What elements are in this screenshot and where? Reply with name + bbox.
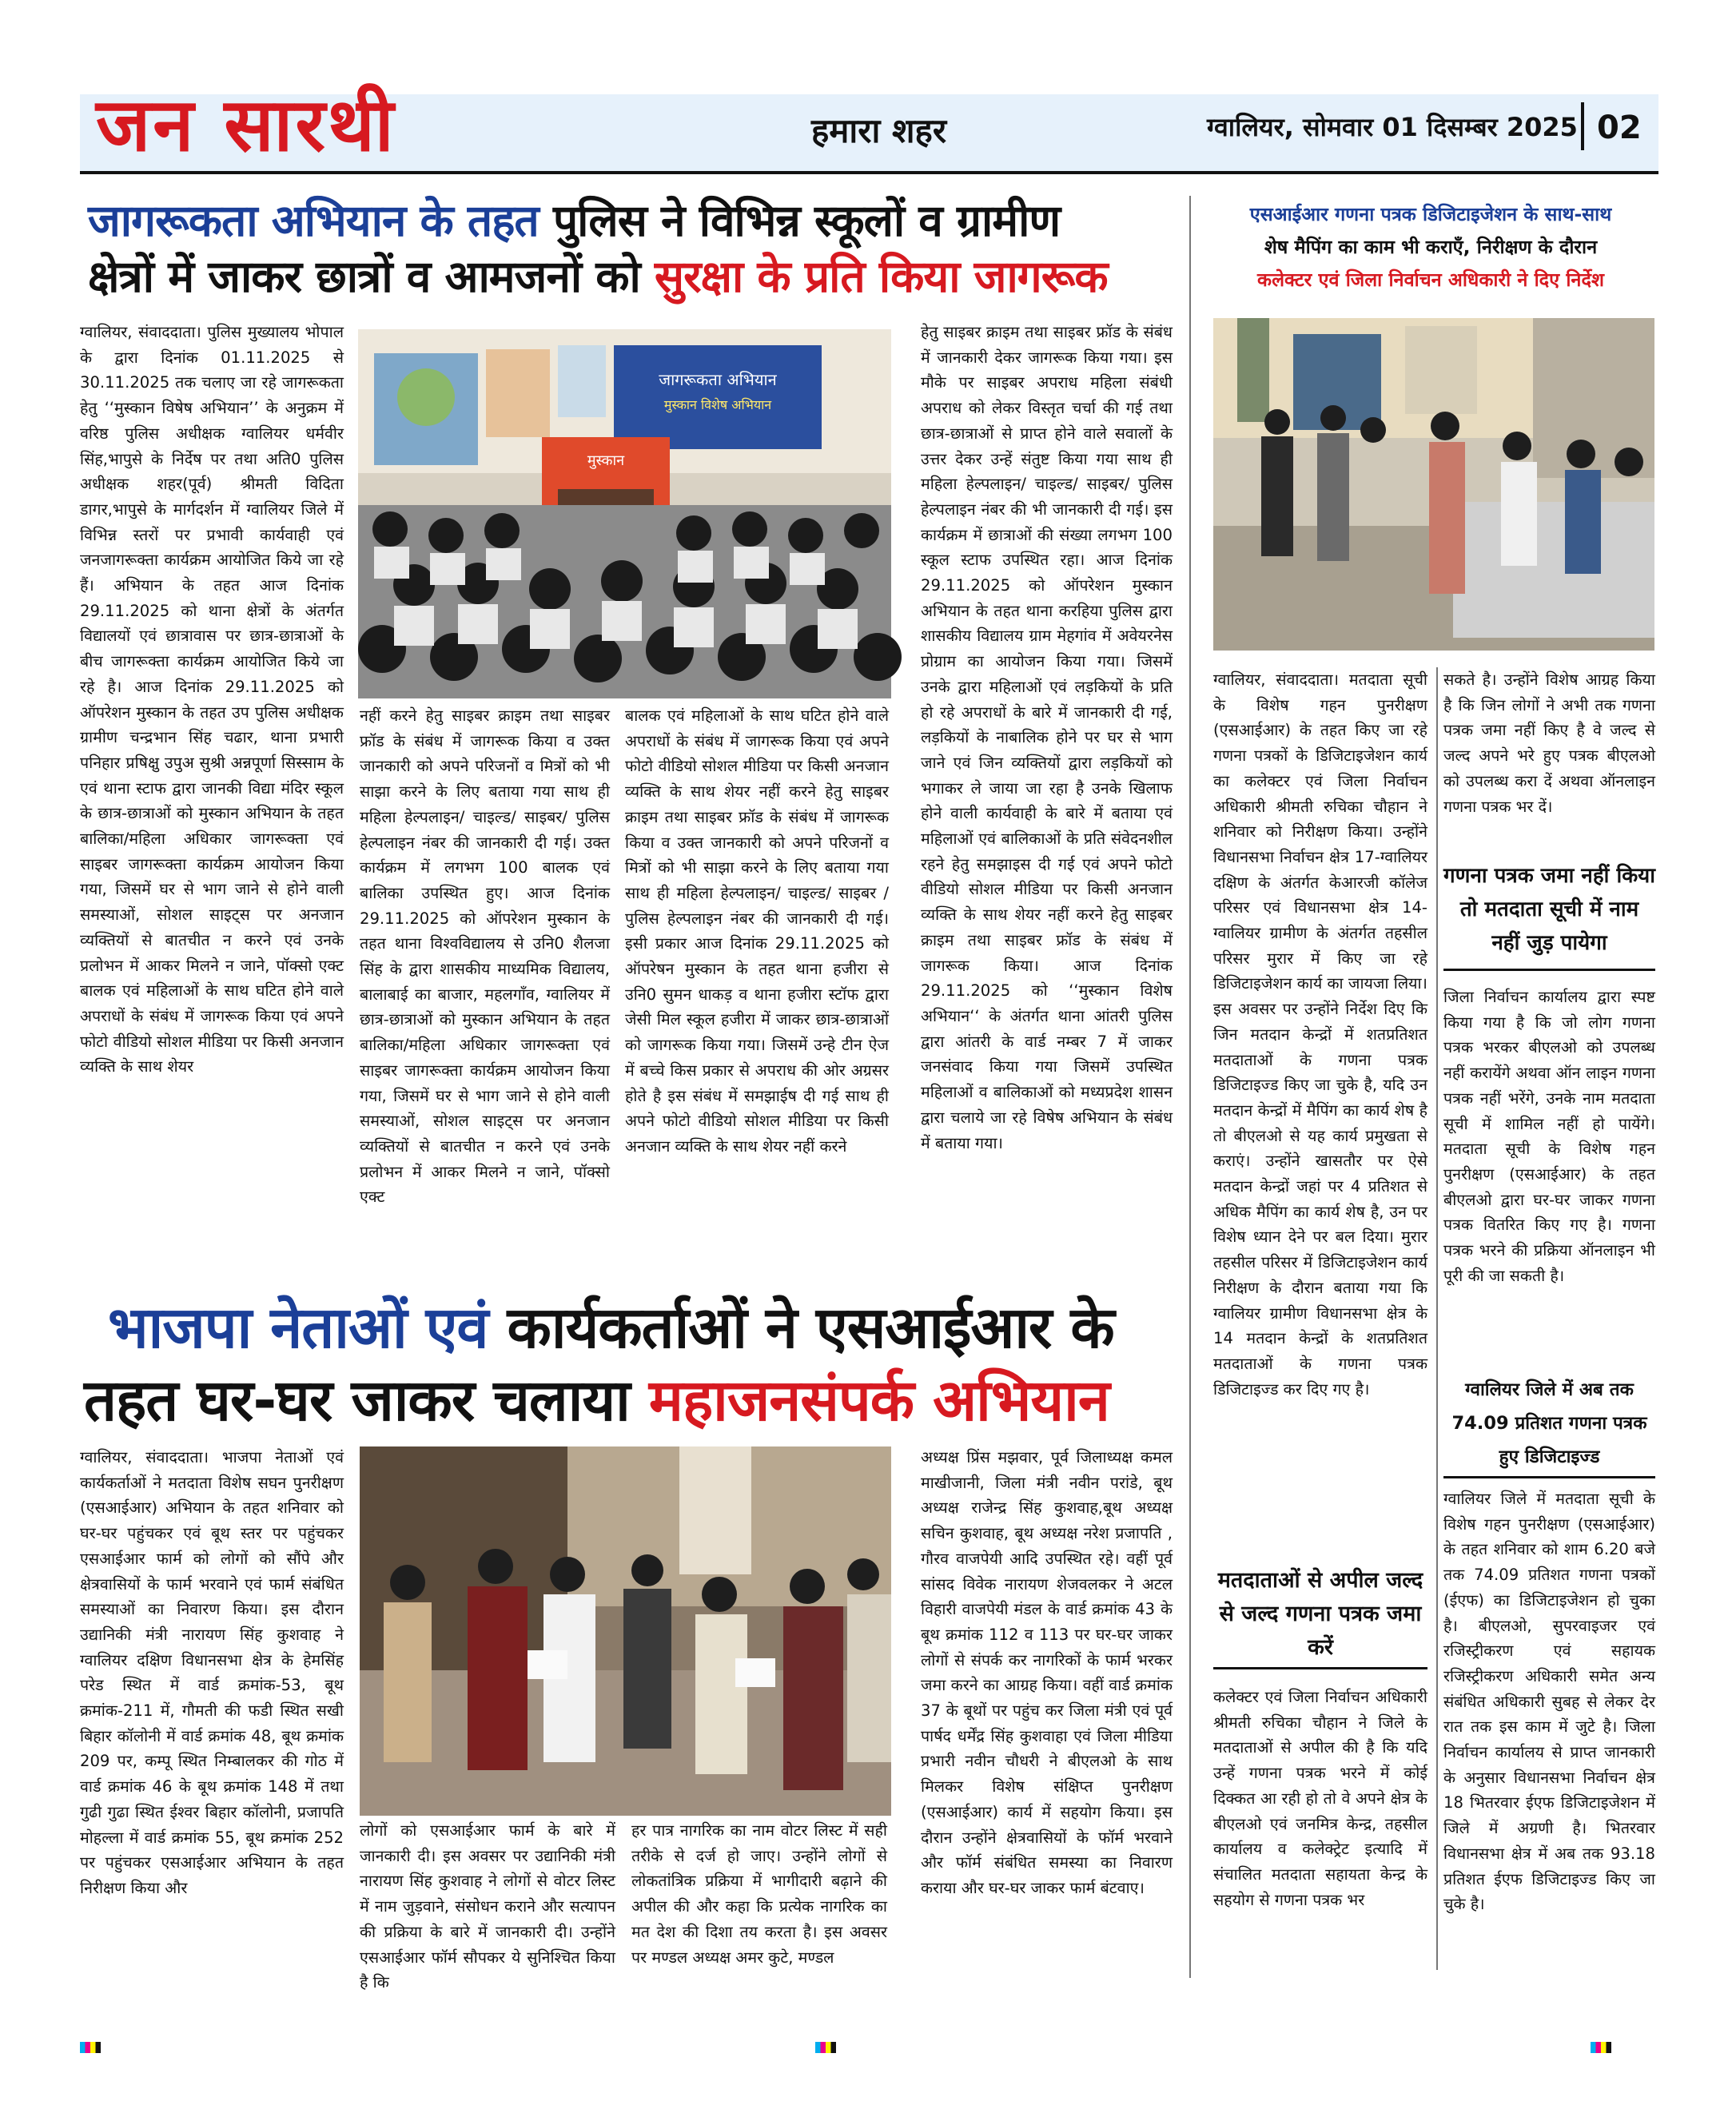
header-divider	[1581, 102, 1584, 150]
article3-column: ग्वालियर जिले में मतदाता सूची के विशेष गहन पुनरीक्षण (एसआईआर) के तहत शनिवार को शाम 6.20 बजे तक 74.09 प्रतिशत गणना पत्रकों (ईएफ) का डिजिटाइजेशन हो चुका है। बीएलओ, सुपरवाइजर एवं रजिस्ट्रीकरण एवं सहायक रजिस्ट्रीकरण अधिकारी समेत अन्य संबंधित अधिकारी सुबह से लेकर देर रात तक इस काम में जुटे है। जिला निर्वाचन कार्यालय से प्राप्त जानकारी के अनुसार विधानसभा निर्वाचन क्षेत्र 18 भितरवार ईएफ डिजिटाइजेशन में जिले में अग्रणी है। भितरवार विधानसभा क्षेत्र में अब तक 93.18 प्रतिशत ईएफ डिजिटाइज्ड किए जा चुके है।	[1443, 1490, 1655, 1914]
article2-headline-part: भाजपा नेताओं एवं	[108, 1294, 488, 1361]
sidebar-divider	[1189, 196, 1191, 1978]
article3-subheading-stats: ग्वालियर जिले में अब तक 74.09 प्रतिशत गणना पत्रक हुए डिजिटाइज्ड	[1443, 1373, 1655, 1478]
article3-photo	[1213, 318, 1654, 651]
article3-column: कलेक्टर एवं जिला निर्वाचन अधिकारी श्रीमती रुचिका चौहान ने जिले के मतदाताओं से अपील की है कि यदि उन्हें गणना पत्रक भरने में कोई दिक्कत आ रही हो तो वे अपने क्षेत्र के बीएलओ एवं जनमित्र केन्द्र, तहसील कार्यालय व कलेक्ट्रेट इत्यादि में संचालित मतदाता सहायता केन्द्र के सहयोग से गणना पत्रक भर	[1213, 1688, 1427, 1909]
article1-headline	[88, 196, 1108, 303]
article3-column: जिला निर्वाचन कार्यालय द्वारा स्पष्ट किया गया है कि जो लोग गणना पत्रक भरकर बीएलओ को उपलब्ध नहीं करायेंगे अथवा ऑन लाइन गणना पत्रक नहीं भरेंगे, उनके नाम मतदाता सूची में शामिल नहीं हो पायेंगे। मतदाता सूची के विशेष गहन पुनरीक्षण (एसआईआर) के तहत बीएलओ द्वारा घर-घर जाकर गणना पत्रक वितरित किए गए है। गणना पत्रक भरने की प्रक्रिया ऑनलाइन भी पूरी की जा सकती है।	[1443, 988, 1655, 1285]
article1-headline-part: जागरूकता अभियान के तहत	[88, 195, 539, 246]
registration-mark	[1591, 2042, 1611, 2053]
article1-column: नहीं करने हेतु साइबर क्राइम तथा साइबर फ्रॉड के संबंध में जागरूक किया व उक्त जानकारी को अपने परिजनों व मित्रों को भी साझा करने के लिए बताया गया साथ ही महिला हेल्पलाइन/ चाइल्ड/ साइबर/ पुलिस हेल्पलाइन नंबर की जानकारी दी गई। उक्त कार्यक्रम में लगभग 100 बालक एवं बालिका उपस्थित हुए। आज दिनांक 29.11.2025 को ऑपरेशन मुस्कान के तहत थाना विश्वविद्यालय से उनि0 शैलजा सिंह के द्वारा शासकीय माध्यमिक विद्यालय, बालाबाई का बाजार, महलगॉंव, ग्वालियर में छात्र-छात्राओं को मुस्कान अभियान के तहत बालिका/महिला अधिकार जागरूक्ता एवं साइबर जागरूक्ता कार्यक्रम आयोजन किया गया, जिसमें घर से भाग जाने से होने वाली समस्याओं, सोशल साइट्स पर अनजान व्यक्तियों से बातचीत न करने एवं उनके प्रलोभन में आकर मिलने न जाने, पॉक्सो एक्ट	[360, 706, 610, 1207]
article2-photo	[360, 1446, 891, 1816]
article2-column: लोगों को एसआईआर फार्म के बारे में जानकारी दी। इस अवसर पर उद्यानिकी मंत्री नारायण सिंह कुशवाह ने लोगों से वोटर लिस्ट में नाम जुड़वाने, संसोधन कराने और सत्यापन की प्रक्रिया के बारे में जानकारी दी। उन्होंने एसआईआर फॉर्म सौपकर ये सुनिश्चित किया है कि	[360, 1821, 615, 1992]
campaign-photo	[360, 1446, 891, 1816]
article2-column: ग्वालियर, संवाददाता। भाजपा नेताओं एवं कार्यकर्ताओं ने मतदाता विशेष सघन पुनरीक्षण (एसआईआर) अभियान के तहत शनिवार को घर-घर पहुंचकर एवं बूथ स्तर पर पहुंचकर एसआईआर फार्म को लोगों को सौंपे और क्षेत्रवासियों के फार्म भरवाने एवं फार्म संबंधित समस्याओं का निवारण किया। इस दौरान उद्यानिकी मंत्री नारायण सिंह कुशवाह ने ग्वालियर दक्षिण विधानसभा क्षेत्र के हेमसिंह परेड स्थित में वार्ड क्रमांक-53, बूथ क्रमांक-211 में, गौमती की फडी स्थित सखी बिहार कॉलोनी में वार्ड क्रमांक 48, बूथ क्रमांक 209 पर, कम्पू स्थित निम्बालकर की गोठ में वार्ड क्रमांक 46 के बूथ क्रमांक 148 में तथा गुढी गुढा स्थित ईश्वर बिहार कॉलोनी, प्रजापति मोहल्ला में वार्ड क्रमांक 55, बूथ क्रमांक 252 पर पहुंचकर एसआईआर अभियान के तहत निरीक्षण किया और	[80, 1448, 344, 1897]
article1-photo	[358, 329, 891, 698]
banner-text: जागरूकता अभियान	[659, 370, 777, 389]
article2-headline-part: महाजनसंपर्क अभियान	[648, 1366, 1109, 1434]
article1-column: बालक एवं महिलाओं के साथ घटित होने वाले अपराधों के संबंध में जागरूक किया एवं अपने फोटो वीडियो सोशल मीडिया पर किसी अनजान व्यक्ति के साथ शेयर नहीं करने हेतु साइबर क्राइम तथा साइबर फ्रॉड के संबंध में जागरूक किया व उक्त जानकारी को अपने परिजनों व मित्रों को भी साझा करने के लिए बताया गया साथ ही महिला हेल्पलाइन/ चाइल्ड/ साइबर /पुलिस हेल्पलाइन नंबर की जानकारी दी गई। इसी प्रकार आज दिनांक 29.11.2025 को ऑपरेषन मुस्कान के तहत थाना हजीरा से उनि0 सुमन धाकड़ व थाना हजीरा स्टॉफ द्वारा जेसी मिल स्कूल हजीरा में जाकर छात्र-छात्राओं को जागरूक किया गया। जिसमें उन्हे टीन ऐज में बच्चे किस प्रकार से अपराध की ओर अग्रसर होते है इस संबंध में समझाईष दी गई साथ ही अपने फोटो वीडियो सोशल मीडिया पर किसी अनजान व्यक्ति के साथ शेयर नहीं करने	[625, 706, 889, 1156]
article3-headline-line: एसआईआर गणना पत्रक डिजिटाइजेशन के साथ-साथ	[1249, 203, 1612, 225]
article2-column: अध्यक्ष प्रिंस मझवार, पूर्व जिलाध्यक्ष कमल माखीजानी, जिला मंत्री नवीन परांडे, बूथ अध्यक्ष राजेन्द्र सिंह कुशवाह,बूथ अध्यक्ष सचिन कुशवाह, बूथ अध्यक्ष नरेश प्रजापति , गौरव वाजपेयी आदि उपस्थित रहे। वहीं पूर्व सांसद विवेक नारायण शेजवलकर ने अटल विहारी वाजपेयी मंडल के वार्ड क्रमांक 43 के बूथ क्रमांक 112 व 113 पर घर-घर जाकर लोगों से संपर्क कर नागरिकों के फार्म भरकर जमा करने का आग्रह किया। वहीं वार्ड क्रमांक 37 के बूथों पर पहुंच कर जिला मंत्री एवं पूर्व पार्षद धर्मेंद्र सिंह कुशवाहा एवं जिला मीडिया प्रभारी नवीन चौधरी ने बीएलओ के साथ मिलकर विशेष संक्षिप्त पुनरीक्षण (एसआईआर) कार्य में सहयोग किया। इस दौरान उन्होंने क्षेत्रवासियों के फॉर्म भरवाने और फॉर्म संबंधित समस्या का निवारण कराया और घर-घर जाकर फार्म बंटवाए।	[921, 1448, 1173, 1897]
sidebar-column-divider	[1436, 667, 1438, 1970]
banner-subtext: मुस्कान विशेष अभियान	[663, 397, 772, 412]
article1-headline-part: सुरक्षा के प्रति किया जागरूक	[654, 251, 1108, 303]
article1-column: ग्वालियर, संवाददाता। पुलिस मुख्यालय भोपाल के द्वारा दिनांक 01.11.2025 से 30.11.2025 तक चलाए जा रहे जागरूकता हेतु ‘‘मुस्कान विषेष अभियान’’ के अनुक्रम में वरिष्ठ पुलिस अधीक्षक ग्वालियर धर्मवीर सिंह,भापुसे के निर्देष पर तथा अति0 पुलिस अधीक्षक शहर(पूर्व) श्रीमती विदिता डागर,भापुसे के मार्गदर्शन में ग्वालियर जिले में विभिन्न स्तरों पर प्रभावी कार्यवाही एवं जनजागरूक्ता कार्यक्रम आयोजित किये जा रहे हैं। अभियान के तहत आज दिनांक 29.11.2025 को थाना क्षेत्रों के अंतर्गत विद्यालयों एवं छात्रावास पर छात्र-छात्राओं के बीच जागरूक्ता कार्यक्रम आयोजित किये जा रहे है। आज दिनांक 29.11.2025 को ऑपरेशन मुस्कान के तहत उप पुलिस अधीक्षक ग्रामीण चन्द्रभान सिंह चढार, थाना प्रभारी पनिहार प्रषिक्षु उपुअ सुश्री अन्नपूर्णा सिस्साम के एवं थाना स्टाफ द्वारा जानकी विद्या मंदिर स्कूल के छात्र-छात्राओं को मुस्कान अभियान के तहत बालिका/महिला अधिकार जागरूक्ता एवं साइबर जागरूक्ता कार्यक्रम आयोजन किया गया, जिसमें घर से भाग जाने से होने वाली समस्याओं, सोशल साइट्स पर अनजान व्यक्तियों से बातचीत न करने एवं उनके प्रलोभन में आकर मिलने न जाने, पॉक्सो एक्ट बालक एवं महिलाओं के साथ घटित होने वाले अपराधों के संबंध में जागरूक किया एवं अपने फोटो वीडियो सोशल मीडिया पर किसी अनजान व्यक्ति के साथ शेयर	[80, 323, 344, 1076]
article3-column: सकते है। उन्होंने विशेष आग्रह किया है कि जिन लोगों ने अभी तक गणना पत्रक जमा नहीं किए है वे जल्द से जल्द अपने भरे हुए पत्रक बीएलओ को उपलब्ध करा दें अथवा ऑनलाइन गणना पत्रक भर दें।	[1443, 671, 1655, 816]
article1-column: हेतु साइबर क्राइम तथा साइबर फ्रॉड के संबंध में जानकारी देकर जागरूक किया गया। इस मौके पर साइबर अपराध महिला संबंधी अपराध को लेकर विस्तृत चर्चा की गई तथा छात्र-छात्राओं से प्राप्त होने वाले सवालों के उत्तर देकर उन्हें संतुष्ट किया गया साथ ही महिला हेल्पलाइन/ चाइल्ड/ साइबर/ पुलिस हेल्पलाइन नंबर की भी जानकारी दी गई। इस कार्यक्रम में छात्राओं की संख्या लगभग 100 स्कूल स्टाफ उपस्थित रहा। आज दिनांक 29.11.2025 को ऑपरेशन मुस्कान अभियान के तहत थाना करहिया पुलिस द्वारा शासकीय विद्यालय ग्राम मेहगांव में अवेयरनेस प्रोग्राम का आयोजन किया गया। जिसमें उनके द्वारा महिलाओं एवं लड़कियों के प्रति हो रहे अपराधों के बारे में जानकारी दी गई, लड़कियों के नाबालिक होने पर घर से भाग जाने एवं जिन व्यक्तियों द्वारा लड़कियों को भगाकर ले जाया जा रहा है उनके खिलाफ होने वाली कार्यवाही के बारे में बताया एवं महिलाओं एवं बालिकाओं के प्रति संवेदनशील रहने हेतु समझाइस दी गई एवं अपने फोटो वीडियो सोशल मीडिया पर किसी अनजान व्यक्ति के साथ शेयर नहीं करने हेतु साइबर क्राइम तथा साइबर फ्रॉड के संबंध में जागरूक किया। आज दिनांक 29.11.2025 को ‘‘मुस्कान विशेष अभियान‘‘ के अंतर्गत थाना आंतरी पुलिस द्वारा आंतरी के वार्ड नम्बर 7 में जाकर जनसंवाद किया गया जिसमें उपस्थित महिलाओं व बालिकाओं को मध्यप्रदेश शासन द्वारा चलाये जा रहे विषेष अभियान के संबंध में बताया गया।	[921, 323, 1173, 1152]
article3-headline-line: शेष मैपिंग का काम भी कराएँ, निरीक्षण के दौरान	[1264, 236, 1598, 258]
article3-subheading-warning: गणना पत्रक जमा नहीं किया तो मतदाता सूची में नाम नहीं जुड़ पायेगा	[1443, 859, 1655, 971]
article2-headline-part: कार्यकर्ताओं ने एसआईआर के	[507, 1294, 1114, 1361]
registration-mark	[815, 2042, 836, 2053]
article1-headline-part: क्षेत्रों में जाकर छात्रों व आमजनों को	[88, 251, 640, 303]
inspection-photo	[1213, 318, 1654, 651]
article3-headline	[1203, 198, 1658, 296]
article3-headline-line: कलेक्टर एवं जिला निर्वाचन अधिकारी ने दिए निर्देश	[1257, 269, 1604, 291]
dateline: ग्वालियर, सोमवार 01 दिसम्बर 2025	[1207, 112, 1578, 142]
article2-column: हर पात्र नागरिक का नाम वोटर लिस्ट में सही तरीके से दर्ज हो जाए। उन्होंने लोगों से लोकतांत्रिक प्रक्रिया में भागीदारी बढ़ाने की अपील की और कहा कि प्रत्येक नागरिक का मत देश की दिशा तय करता है। इस अवसर पर मण्डल अध्यक्ष अमर कुटे, मण्डल	[631, 1821, 887, 1967]
article2-headline	[84, 1294, 1114, 1434]
newspaper-logo: जन सारथी	[96, 82, 396, 168]
registration-mark	[80, 2042, 101, 2053]
article1-headline-part: पुलिस ने विभिन्न स्कूलों व ग्रामीण	[552, 195, 1061, 246]
article3-subheading-appeal: मतदाताओं से अपील जल्द से जल्द गणना पत्रक जमा करें	[1213, 1562, 1427, 1669]
article3-column: ग्वालियर, संवाददाता। मतदाता सूची के विशेष गहन पुनरीक्षण (एसआईआर) के तहत किए जा रहे गणना पत्रकों के डिजिटाइजेशन कार्य का कलेक्टर एवं जिला निर्वाचन अधिकारी श्रीमती रुचिका चौहान ने शनिवार को निरीक्षण किया। उन्होंने विधानसभा निर्वाचन क्षेत्र 17-ग्वालियर दक्षिण के अंतर्गत केआरजी कॉलेज परिसर एवं विधानसभा क्षेत्र 14-ग्वालियर ग्रामीण के अंतर्गत तहसील परिसर मुरार में किए जा रहे डिजिटाइजेशन कार्य का जायजा लिया। इस अवसर पर उन्होंने निर्देश दिए कि जिन मतदान केन्द्रों में शतप्रतिशत मतदाताओं के गणना पत्रक डिजिटाइज्ड किए जा चुके है, यदि उन मतदान केन्द्रों में मैपिंग का कार्य शेष है तो बीएलओ से यह कार्य प्रमुखता से कराएं। उन्होंने खासतौर पर ऐसे मतदान केन्द्रों जहां पर 4 प्रतिशत से अधिक मैपिंग का कार्य शेष है, उन पर विशेष ध्यान देने पर बल दिया। मुरार तहसील परिसर में डिजिटाइजेशन कार्य निरीक्षण के दौरान बताया गया कि ग्वालियर ग्रामीण विधानसभा क्षेत्र के 14 मतदान केन्द्रों के शतप्रतिशत मतदाताओं के गणना पत्रक डिजिटाइज्ड कर दिए गए है।	[1213, 671, 1427, 1399]
page-number: 02	[1597, 109, 1642, 146]
section-name: हमारा शहर	[811, 111, 947, 150]
standee-text: मुस्कान	[587, 452, 625, 469]
school-event-photo	[358, 329, 891, 698]
article2-headline-part: तहत घर-घर जाकर चलाया	[84, 1366, 630, 1434]
